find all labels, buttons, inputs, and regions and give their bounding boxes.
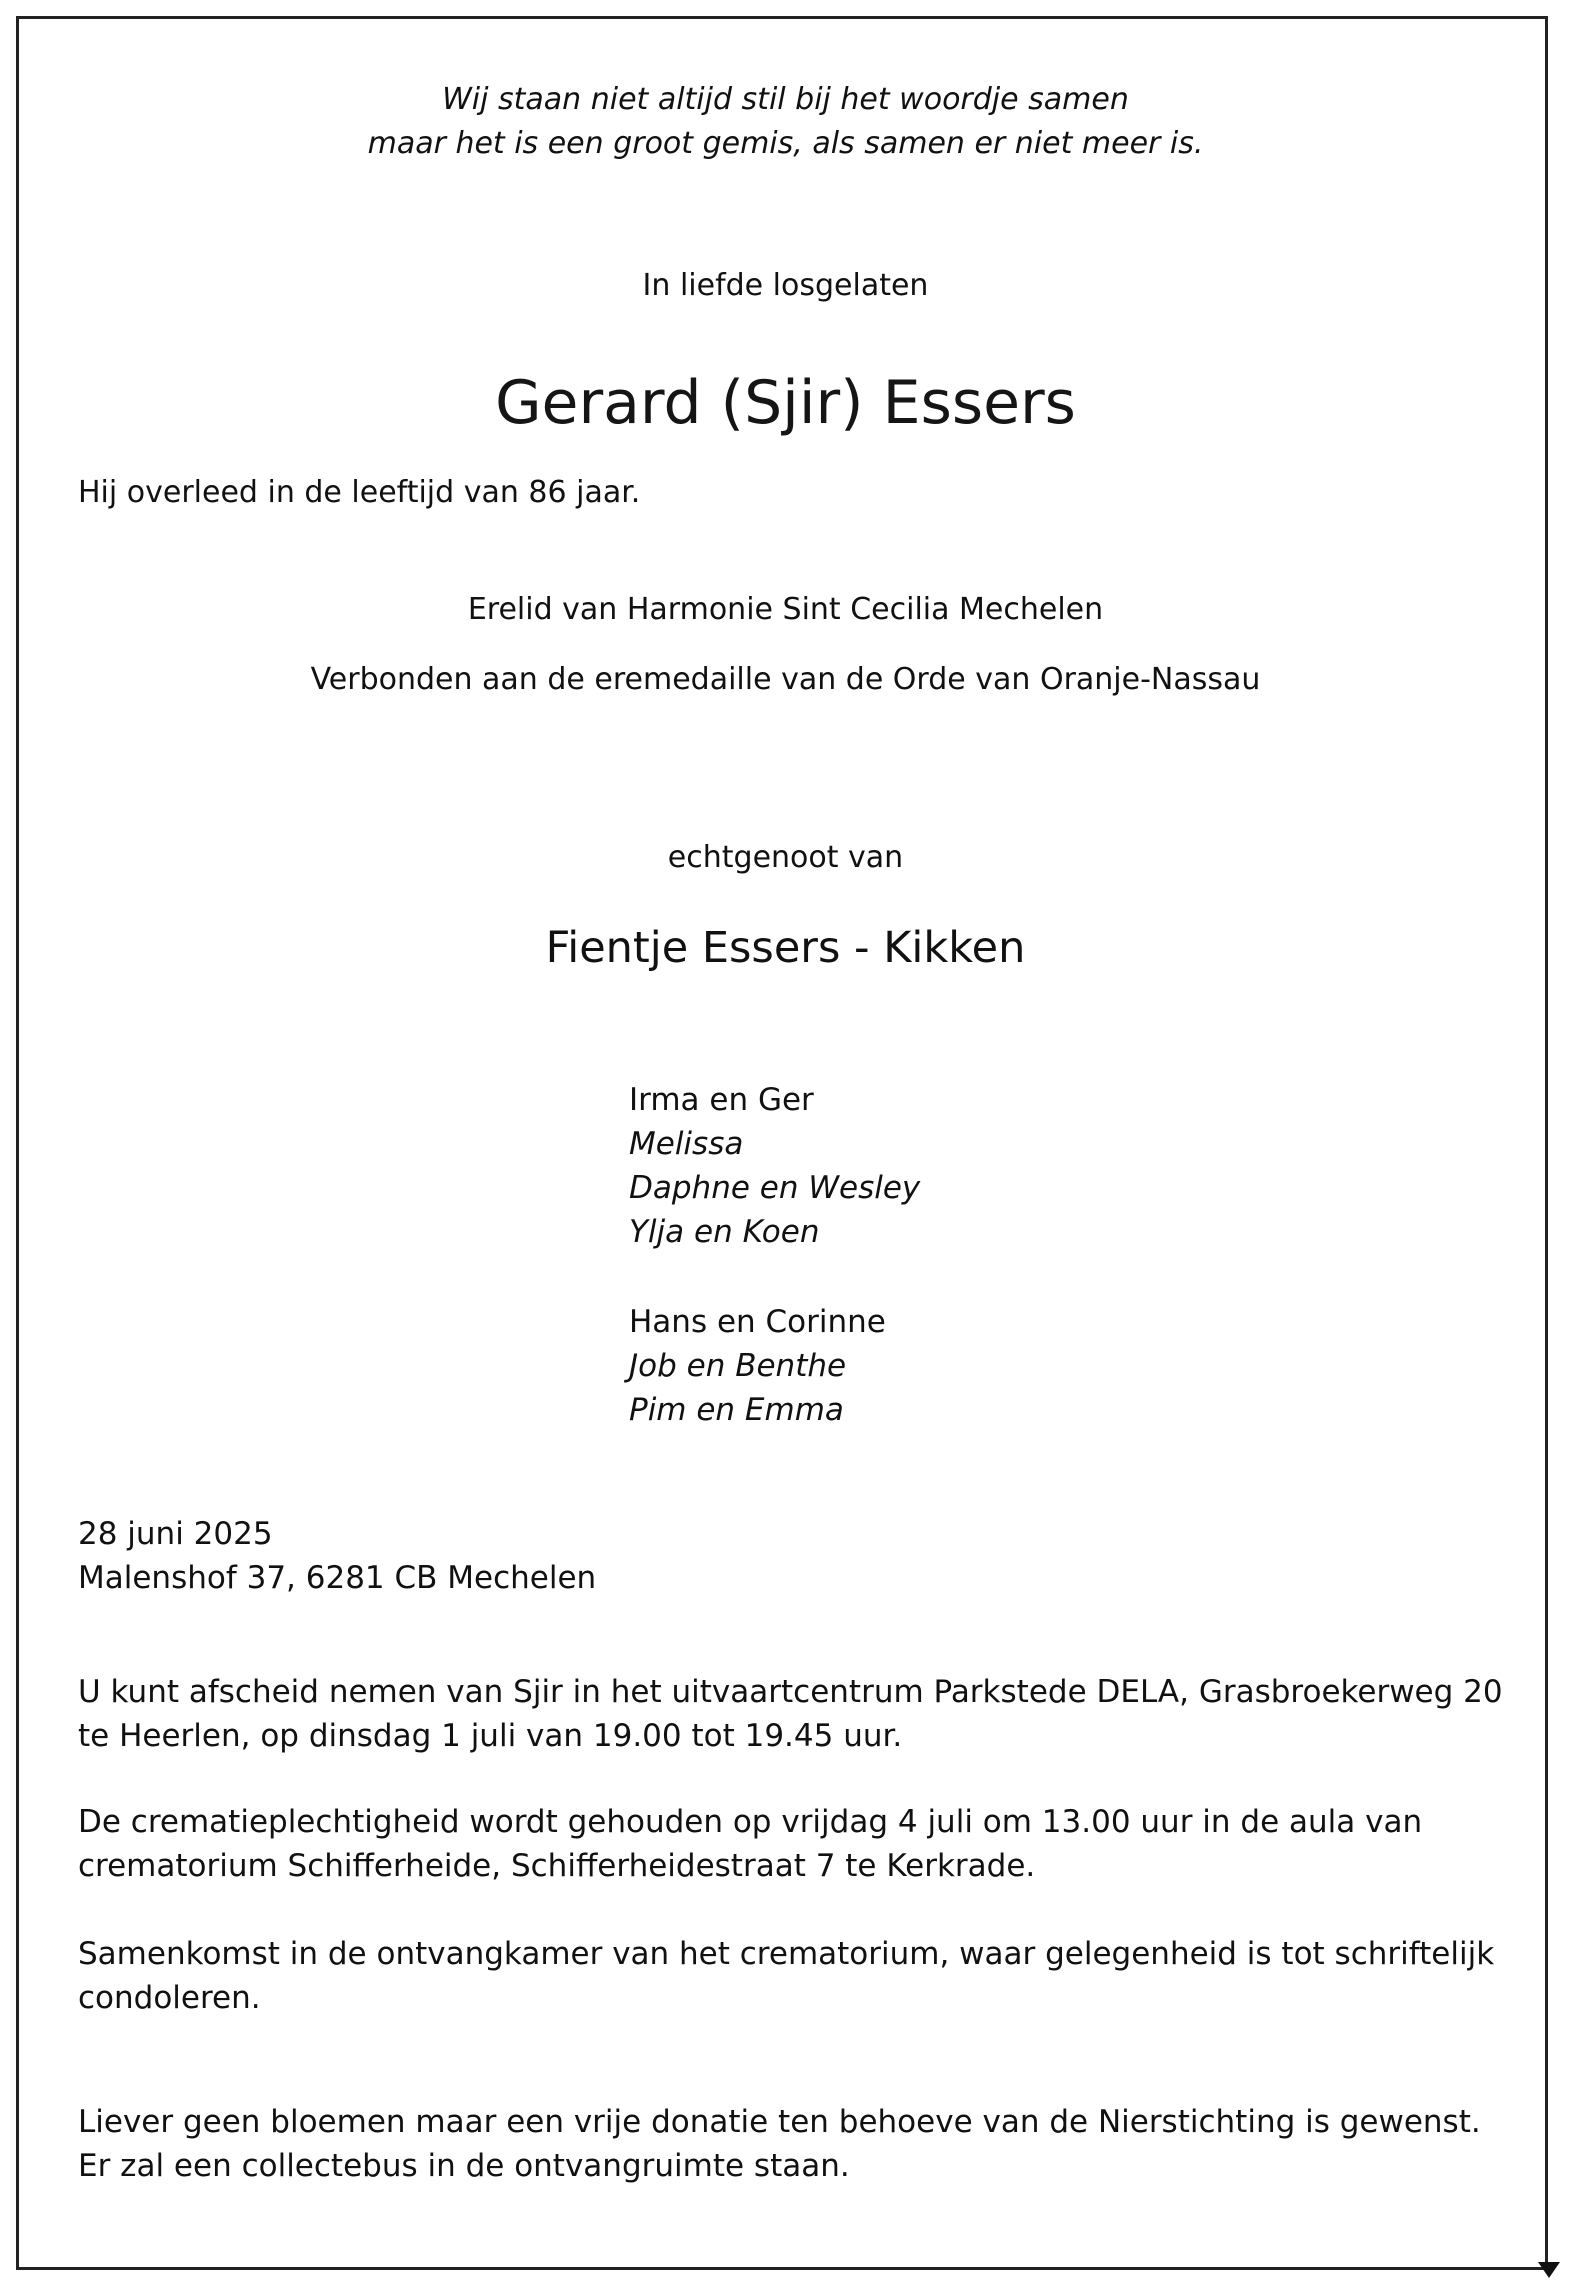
family-child: Job en Benthe [629, 1348, 847, 1384]
poem-line-1: Wij staan niet altijd stil bij het woordje samen [442, 82, 1129, 117]
paragraph-line: crematorium Schifferheide, Schifferheidestraat 7 te Kerkrade. [78, 1848, 1036, 1884]
paragraph-donation [78, 2100, 1481, 2188]
paragraph-line: Liever geen bloemen maar een vrije donatie ten behoeve van de Nierstichting is gewenst. [78, 2104, 1481, 2140]
paragraph-gathering [78, 1932, 1494, 2020]
family-child: Daphne en Wesley [629, 1170, 921, 1206]
paragraph-line: U kunt afscheid nemen van Sjir in het uitvaartcentrum Parkstede DELA, Grasbroekerweg 20 [78, 1674, 1503, 1710]
paragraph-line: te Heerlen, op dinsdag 1 juli van 19.00 tot 19.45 uur. [78, 1718, 903, 1754]
intro-text: In liefde losgelaten [642, 268, 929, 303]
age-line: Hij overleed in de leeftijd van 86 jaar. [78, 475, 641, 510]
triangle-down-icon[interactable] [1538, 2262, 1560, 2278]
poem-line-2: maar het is een groot gemis, als samen er niet meer is. [367, 126, 1204, 161]
family-group-1 [629, 1078, 920, 1254]
paragraph-viewing [78, 1670, 1503, 1758]
date-address-block [78, 1512, 596, 1600]
spouse-label: echtgenoot van [667, 840, 904, 875]
deceased-name: Gerard (Sjir) Essers [495, 368, 1076, 438]
paragraph-line: Er zal een collectebus in de ontvangruimte staan. [78, 2148, 850, 2184]
spouse-name: Fientje Essers - Kikken [545, 923, 1026, 973]
family-parents: Irma en Ger [629, 1082, 814, 1118]
family-parents: Hans en Corinne [629, 1304, 886, 1340]
honor-1: Erelid van Harmonie Sint Cecilia Mechelen [467, 592, 1104, 627]
family-child: Melissa [629, 1126, 744, 1162]
paragraph-cremation [78, 1800, 1422, 1888]
paragraph-line: condoleren. [78, 1980, 261, 2016]
date: 28 juni 2025 [78, 1516, 273, 1552]
family-group-2 [629, 1300, 886, 1432]
paragraph-line: De crematieplechtigheid wordt gehouden op vrijdag 4 juli om 13.00 uur in de aula van [78, 1804, 1423, 1840]
paragraph-line: Samenkomst in de ontvangkamer van het crematorium, waar gelegenheid is tot schriftelijk [78, 1936, 1495, 1972]
family-child: Pim en Emma [629, 1392, 844, 1428]
poem [0, 78, 1571, 166]
family-child: Ylja en Koen [629, 1214, 820, 1250]
honor-2: Verbonden aan de eremedaille van de Orde van Oranje-Nassau [310, 662, 1261, 697]
address: Malenshof 37, 6281 CB Mechelen [78, 1560, 597, 1596]
